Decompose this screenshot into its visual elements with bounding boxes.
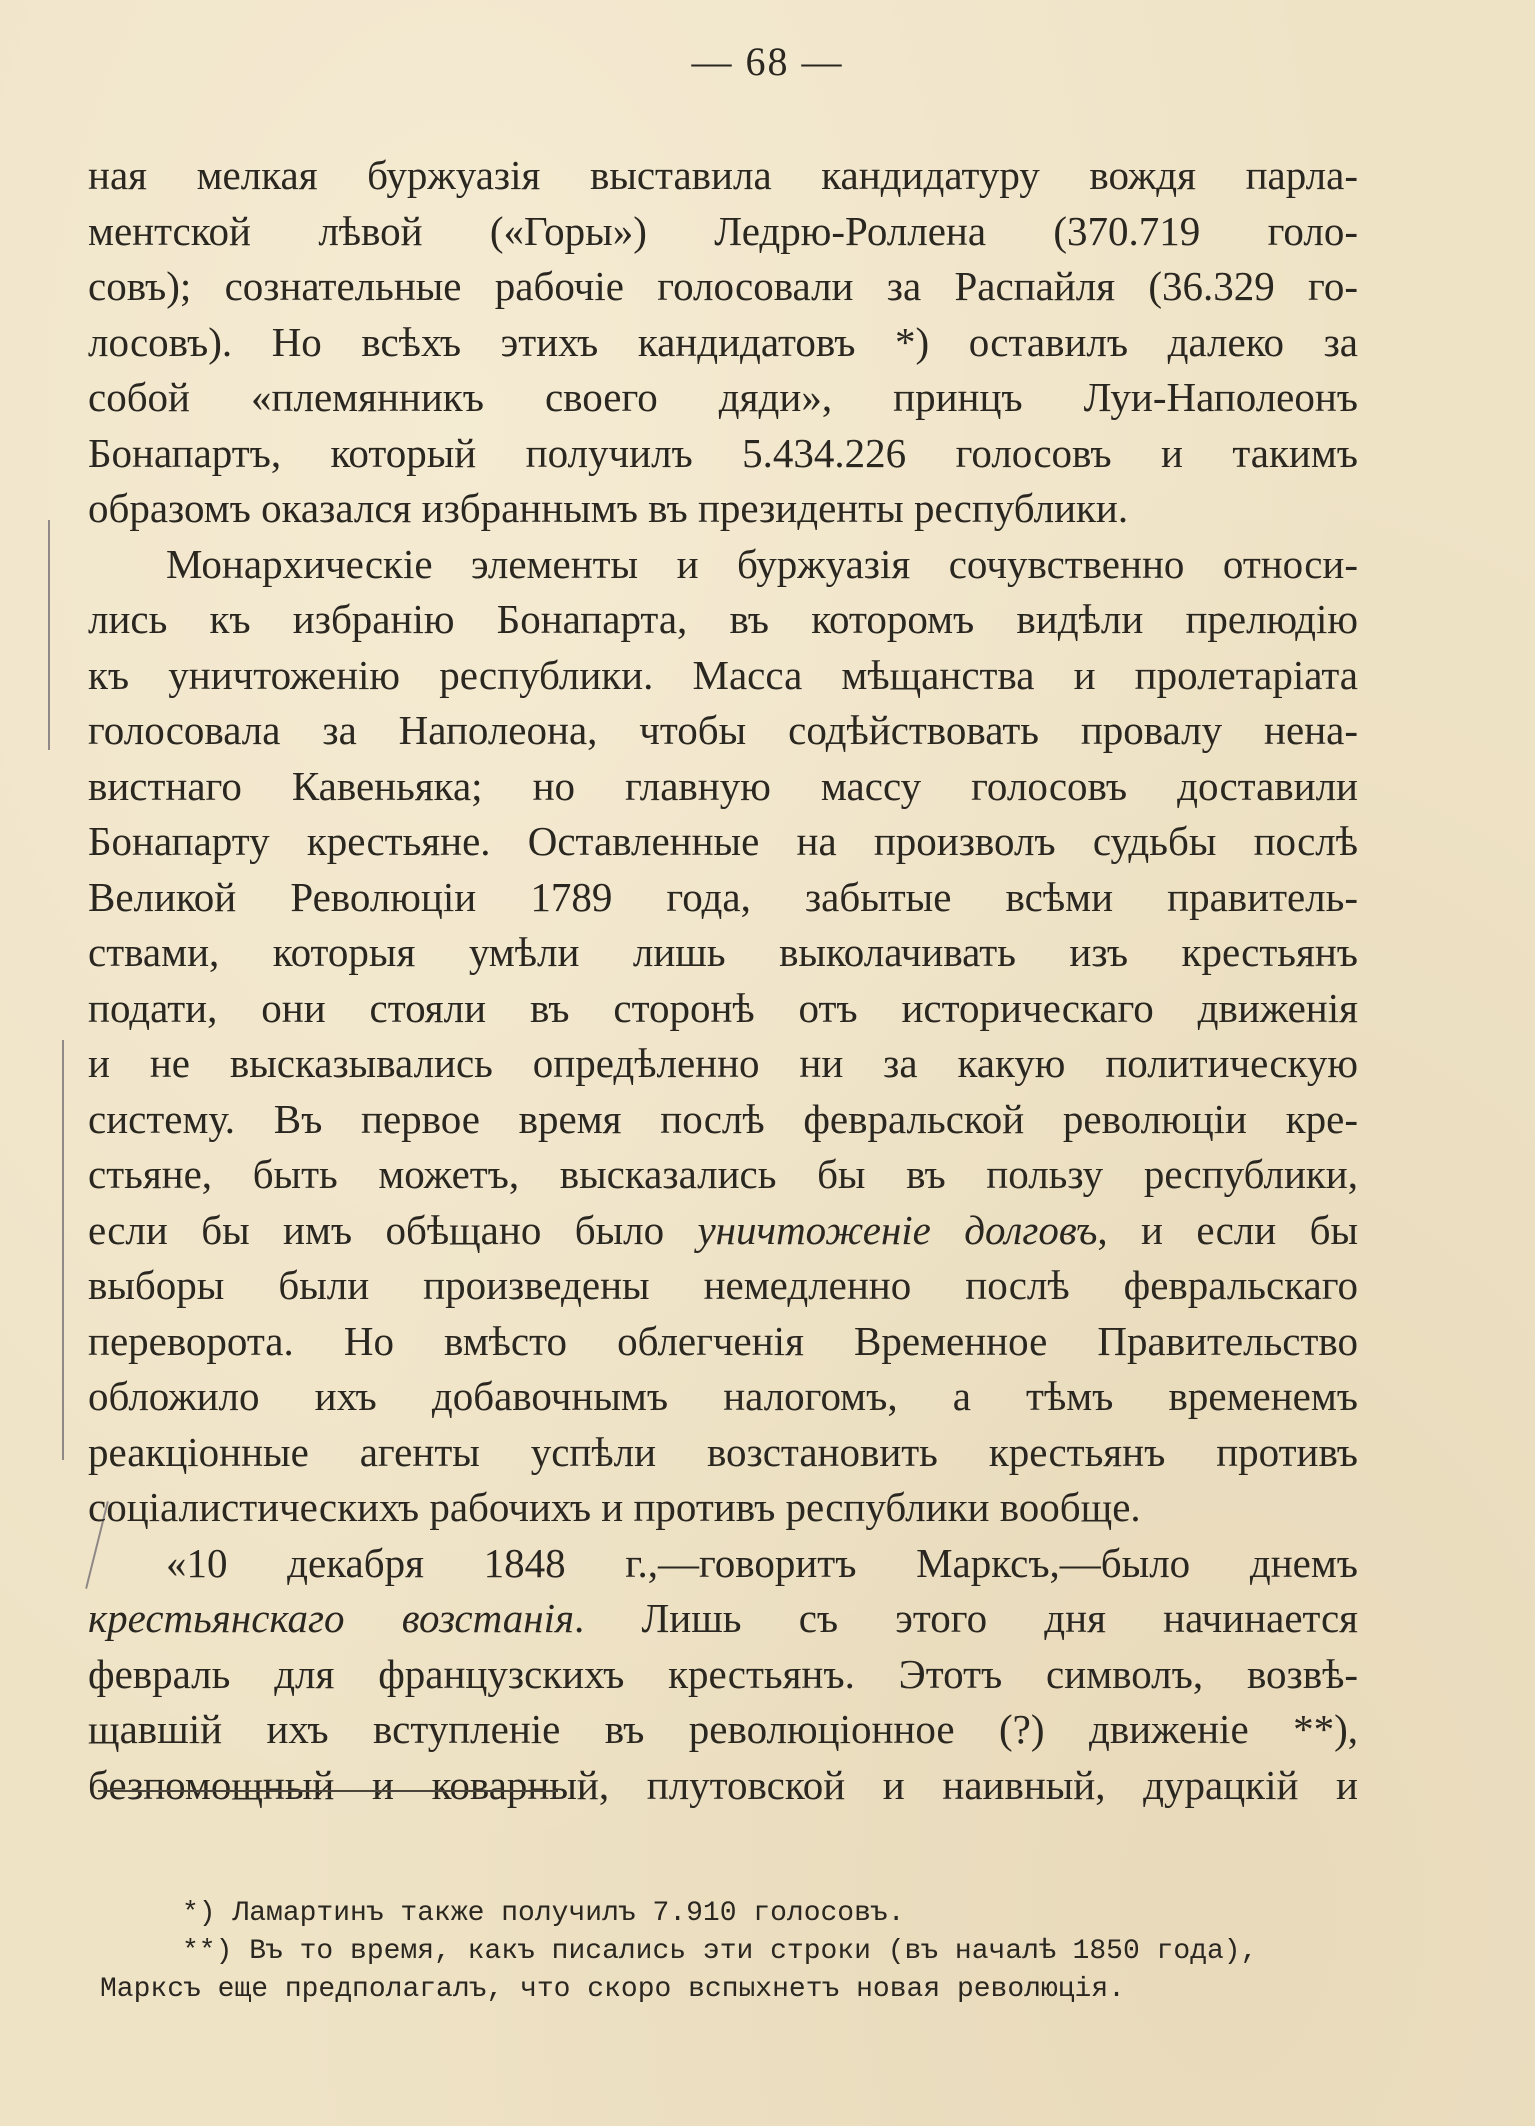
text-line: стьяне, быть можетъ, высказались бы въ пользу республики, <box>88 1151 1358 1197</box>
text-line: обложило ихъ добавочнымъ налогомъ, а тѣмъ временемъ <box>88 1373 1358 1419</box>
text-line: образомъ оказался избраннымъ въ президенты республики. <box>88 485 1129 531</box>
page-number: — 68 — <box>691 39 844 84</box>
text-segment: , и если бы <box>1097 1206 1358 1253</box>
margin-pencil-mark <box>48 520 50 750</box>
text-line-mixed <box>88 1203 1358 1259</box>
italic-emphasis: крестьянскаго возстанія <box>88 1595 575 1641</box>
text-line: собой «племянникъ своего дяди», принцъ Луи-Наполеонъ <box>88 374 1358 420</box>
footnotes <box>100 1895 1350 2009</box>
text-line: щавшій ихъ вступленіе въ революціонное (?) движеніе **), <box>88 1706 1358 1752</box>
text-line: соціалистическихъ рабочихъ и противъ республики вообще. <box>88 1484 1141 1530</box>
text-segment: если бы имъ обѣщано было <box>88 1206 665 1253</box>
text-segment: . Лишь съ этого дня начинается <box>574 1595 1358 1641</box>
margin-pencil-mark <box>62 1040 64 1460</box>
text-line: «10 декабря 1848 г.,—говоритъ Марксъ,—было днемъ <box>166 1539 1358 1586</box>
text-line: ная мелкая буржуазія выставила кандидатуру вождя парла- <box>88 152 1358 198</box>
text-line: совъ); сознательные рабочіе голосовали за Распайля (36.329 го- <box>88 263 1358 309</box>
text-line: голосовала за Наполеона, чтобы содѣйствовать провалу нена- <box>88 707 1358 753</box>
footnote-divider <box>98 1790 558 1792</box>
text-line: лосовъ). Но всѣхъ этихъ кандидатовъ *) оставилъ далеко за <box>88 318 1358 365</box>
italic-emphasis: уничтоженіе долговъ <box>697 1206 1098 1253</box>
text-line: систему. Въ первое время послѣ февральской революціи кре- <box>88 1095 1358 1142</box>
footnote: *) Ламартинъ также получилъ 7.910 голосовъ. <box>182 1898 905 1929</box>
text-line: Бонапарту крестьяне. Оставленные на произволъ судьбы послѣ <box>88 818 1358 864</box>
main-text <box>88 148 1358 1813</box>
text-line: выборы были произведены немедленно послѣ февральскаго <box>88 1262 1358 1308</box>
text-line: къ уничтоженію республики. Масса мѣщанства и пролетаріата <box>88 651 1358 698</box>
footnote: **) Въ то время, какъ писались эти строки (въ началѣ 1850 года), <box>182 1936 1258 1967</box>
text-line: безпомощный и коварный, плутовской и наивный, дурацкій и <box>88 1761 1358 1808</box>
text-line: реакціонные агенты успѣли возстановить крестьянъ противъ <box>88 1428 1358 1475</box>
text-line: Монархическіе элементы и буржуазія сочувственно относи- <box>166 540 1358 587</box>
text-line: февраль для французскихъ крестьянъ. Этотъ символъ, возвѣ- <box>88 1650 1358 1697</box>
text-line: переворота. Но вмѣсто облегченія Временное Правительство <box>88 1317 1358 1364</box>
text-line: ствами, которыя умѣли лишь выколачивать изъ крестьянъ <box>88 929 1358 975</box>
text-line: ментской лѣвой («Горы») Ледрю-Роллена (370.719 голо- <box>88 207 1358 254</box>
text-line: и не высказывались опредѣленно ни за какую политическую <box>88 1040 1358 1086</box>
text-line: подати, они стояли въ сторонѣ отъ историческаго движенія <box>88 984 1358 1031</box>
text-line: Бонапартъ, который получилъ 5.434.226 голосовъ и такимъ <box>88 429 1358 476</box>
text-line: вистнаго Кавеньяка; но главную массу голосовъ доставили <box>88 762 1358 809</box>
text-line: Великой Революціи 1789 года, забытые всѣми правитель- <box>88 873 1358 920</box>
text-line: лись къ избранію Бонапарта, въ которомъ видѣли прелюдію <box>88 596 1358 642</box>
footnote: Марксъ еще предполагалъ, что скоро вспыхнетъ новая революція. <box>100 1974 1125 2005</box>
text-line-mixed <box>88 1591 1358 1647</box>
